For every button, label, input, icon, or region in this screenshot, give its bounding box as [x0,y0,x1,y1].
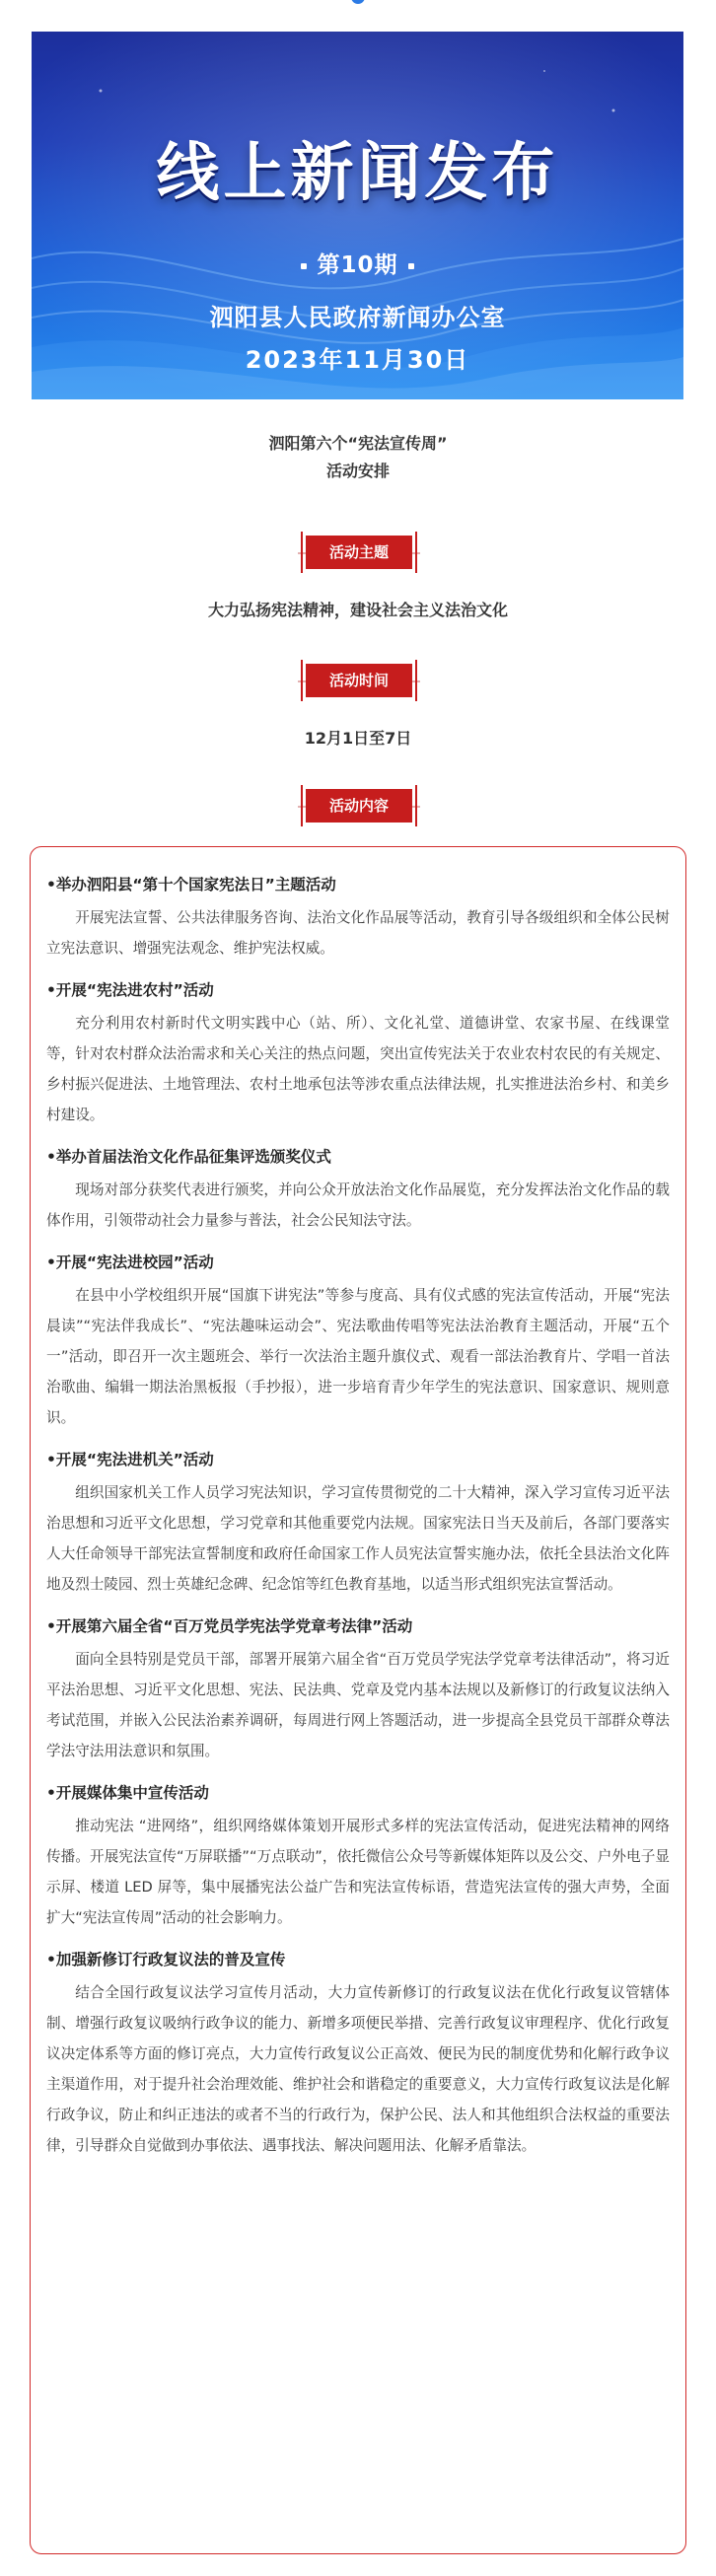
item-title: •开展媒体集中宣传活动 [46,1784,209,1802]
item-body: 充分利用农村新时代文明实践中心（站、所）、文化礼堂、道德讲堂、农家书屋、在线课堂等，针对农村群众法治需求和关心关注的热点问题，突出宣传宪法关于农业农村农民的有关规定、乡村振兴促进法、土地管理法、农村土地承包法等涉农重点法律法规，扎实推进法治乡村、和美乡村建设。 [46,1015,670,1123]
page-title-line2: 活动安排 [325,462,390,480]
item-body: 在县中小学校组织开展“国旗下讲宪法”等参与度高、具有仪式感的宪法宣传活动，开展“宪法晨读”“宪法伴我成长”、“宪法趣味运动会”、宪法歌曲传唱等宪法法治教育主题活动，开展“五个一”活动，即召开一次主题班会、举行一次法治主题升旗仪式、观看一部法治教育片、学唱一首法治歌曲、编辑一期法治黑板报（手抄报），进一步培育青少年学生的宪法意识、国家意识、规则意识。 [46,1287,670,1426]
page-title [0,430,716,485]
list-item [46,972,670,1130]
item-body: 开展宪法宣誓、公共法律服务咨询、法治文化作品展等活动，教育引导各级组织和全体公民树立宪法意识、增强宪法观念、维护宪法权威。 [46,909,670,957]
page-title-line1: 泗阳第六个“宪法宣传周” [268,434,448,453]
list-item [46,867,670,964]
theme-text: 大力弘扬宪法精神，建设社会主义法治文化 [207,601,508,619]
publish-date: 2023年11月30日 [245,346,470,374]
issue-number [32,247,683,279]
section-tag-time: 活动时间 [306,664,412,697]
list-item [46,1139,670,1236]
list-item [46,1609,670,1766]
item-title: •开展“宪法进机关”活动 [46,1451,214,1468]
item-title: •加强新修订行政复议法的普及宣传 [46,1951,286,1968]
banner-title: 线上新闻发布 [156,137,559,210]
list-item [46,1942,670,2161]
list-item [46,1442,670,1600]
activity-content-box [30,846,686,2554]
office-name: 泗阳县人民政府新闻办公室 [209,304,506,331]
issue-label: 第10期 [317,252,398,278]
item-body: 结合全国行政复议法学习宣传月活动，大力宣传新修订的行政复议法在优化行政复议管辖体制、增强行政复议吸纳行政争议的能力、新增多项便民举措、完善行政复议审理程序、优化行政复议决定体系等方面的修订亮点，大力宣传行政复议公正高效、便民为民的制度优势和化解行政争议主渠道作用，对于提升社会治理效能、维护社会和谐稳定的重要意义，大力宣传行政复议法是化解行政争议，防止和纠正违法的或者不当的行政行为，保护公民、法人和其他组织合法权益的重要法律，引导群众自觉做到办事依法、遇事找法、解决问题用法、化解矛盾靠法。 [46,1984,670,2154]
header-banner [32,32,683,399]
dot-left-icon [301,263,307,269]
item-body: 组织国家机关工作人员学习宪法知识，学习宣传贯彻党的二十大精神，深入学习宣传习近平法治思想和习近平文化思想，学习党章和其他重要党内法规。国家宪法日当天及前后，各部门要落实人大任命领导干部宪法宣誓制度和政府任命国家工作人员宪法宣誓实施办法，依托全县法治文化阵地及烈士陵园、烈士英雄纪念碑、纪念馆等红色教育基地，以适当形式组织宪法宣誓活动。 [46,1484,670,1593]
item-title: •开展“宪法进农村”活动 [46,981,214,999]
top-indicator [351,0,365,4]
item-body: 现场对部分获奖代表进行颁奖，并向公众开放法治文化作品展览，充分发挥法治文化作品的载体作用，引领带动社会力量参与普法，社会公民知法守法。 [46,1181,670,1229]
section-tag-content: 活动内容 [306,789,412,823]
item-title: •开展“宪法进校园”活动 [46,1253,214,1271]
item-title: •举办首届法治文化作品征集评选颁奖仪式 [46,1148,331,1166]
item-body: 面向全县特别是党员干部，部署开展第六届全省“百万党员学宪法学党章考法律活动”，将习近平法治思想、习近平文化思想、宪法、民法典、党章及党内基本法规以及新修订的行政复议法纳入考试范围，并嵌入公民法治素养调研，每周进行网上答题活动，进一步提高全县党员干部群众尊法学法守法用法意识和氛围。 [46,1651,670,1759]
list-item [46,1775,670,1933]
time-text: 12月1日至7日 [304,729,412,748]
item-title: •举办泗阳县“第十个国家宪法日”主题活动 [46,876,336,894]
list-item [46,1245,670,1433]
section-tag-theme: 活动主题 [306,536,412,569]
dot-right-icon [408,263,414,269]
item-body: 推动宪法 “进网络”，组织网络媒体策划开展形式多样的宪法宣传活动，促进宪法精神的网络传播。开展宪法宣传“万屏联播”“万点联动”，依托微信公众号等新媒体矩阵以及公交、户外电子显示屏、楼道 LED 屏等，集中展播宪法公益广告和宪法宣传标语，营造宪法宣传的强大声势，全面扩大“宪法宣传周”活动的社会影响力。 [46,1818,670,1926]
item-title: •开展第六届全省“百万党员学宪法学党章考法律”活动 [46,1617,413,1635]
